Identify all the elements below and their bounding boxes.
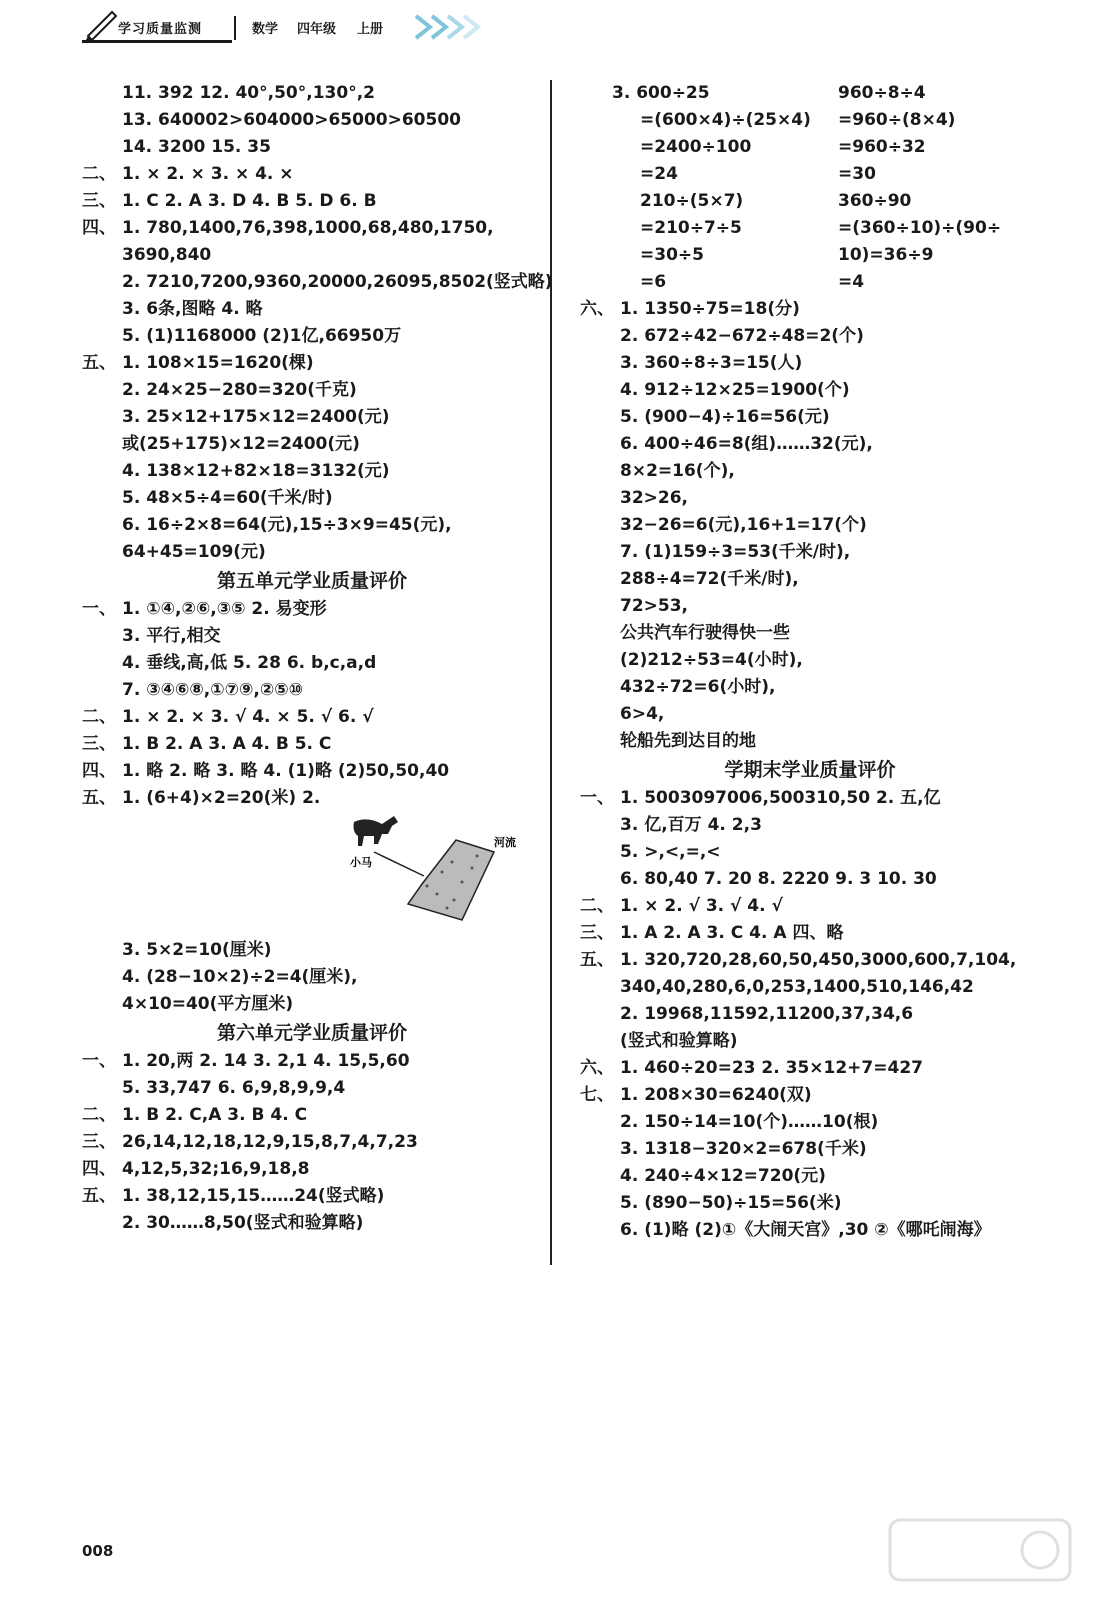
right-block1-line <box>580 458 1040 485</box>
left-block1-line <box>82 404 542 431</box>
right-block2-line <box>580 1190 1040 1217</box>
right-block2-line <box>580 1055 1040 1082</box>
calc-line <box>580 161 1040 188</box>
left-block4-line <box>82 1048 542 1075</box>
right-block2-line <box>580 947 1040 974</box>
answer-text: 1. A 2. A 3. C 4. A 四、略 <box>620 923 844 943</box>
left-block1-line <box>82 242 542 269</box>
answer-text: 4. 138×12+82×18=3132(元) <box>122 461 390 481</box>
section-number: 五、 <box>82 1186 116 1206</box>
header-separator <box>234 16 236 40</box>
answer-text: 1. × 2. × 3. √ 4. × 5. √ 6. √ <box>122 707 374 727</box>
right-block1-line <box>580 431 1040 458</box>
answer-text: 3. 360÷8÷3=15(人) <box>620 353 803 373</box>
answer-text: 64+45=109(元) <box>122 542 266 562</box>
right-block1-line <box>580 701 1040 728</box>
answer-text: 5. (890−50)÷15=56(米) <box>620 1193 842 1213</box>
section-number: 四、 <box>82 218 116 238</box>
section-number: 四、 <box>82 761 116 781</box>
answer-text: 6. (1)略 (2)①《大闹天宫》,30 ②《哪吒闹海》 <box>620 1220 991 1240</box>
answer-text: 1. 略 2. 略 3. 略 4. (1)略 (2)50,50,40 <box>122 761 450 781</box>
answer-text: 4. 912÷12×25=1900(个) <box>620 380 850 400</box>
section-number: 五、 <box>580 950 614 970</box>
answer-text: 2. 672÷42−672÷48=2(个) <box>620 326 864 346</box>
answer-text: 1. B 2. C,A 3. B 4. C <box>122 1105 308 1125</box>
right-block2-line <box>580 1136 1040 1163</box>
calc-line <box>580 107 1040 134</box>
answer-text: 1. 460÷20=23 2. 35×12+7=427 <box>620 1058 923 1078</box>
right-block2-line <box>580 839 1040 866</box>
calc-left: =30÷5 <box>640 245 704 265</box>
calc-right: =(360÷10)÷(90÷ <box>838 218 1002 238</box>
answer-text: 1. 320,720,28,60,50,450,3000,600,7,104, <box>620 950 1017 970</box>
right-block1-line <box>580 647 1040 674</box>
page-number: 008 <box>82 1542 114 1560</box>
left-block4-line <box>82 1210 542 1237</box>
page-header <box>82 6 502 42</box>
answer-text: 1. 208×30=6240(双) <box>620 1085 812 1105</box>
answer-text: 26,14,12,18,12,9,15,8,7,4,7,23 <box>122 1132 418 1152</box>
answer-text: 4. 垂线,高,低 5. 28 6. b,c,a,d <box>122 653 377 673</box>
calc-line <box>580 242 1040 269</box>
grade-label: 四年级 <box>297 22 337 37</box>
answer-text: 3690,840 <box>122 245 212 265</box>
calc-right: 960÷8÷4 <box>838 83 926 103</box>
answer-text: 公共汽车行驶得快一些 <box>620 623 790 643</box>
answer-text: 2. 7210,7200,9360,20000,26095,8502(竖式略) <box>122 272 553 292</box>
answer-text: 6>4, <box>620 704 665 724</box>
right-block2-line <box>580 866 1040 893</box>
answer-text: 4. (28−10×2)÷2=4(厘米), <box>122 967 358 987</box>
left-block1-line <box>82 431 542 458</box>
left-block4-line <box>82 1102 542 1129</box>
calc-left: 3. 600÷25 <box>612 83 710 103</box>
right-block1-line <box>580 620 1040 647</box>
section-number: 三、 <box>580 923 614 943</box>
answer-text: 3. 6条,图略 4. 略 <box>122 299 263 319</box>
answer-text: (2)212÷53=4(小时), <box>620 650 803 670</box>
left-block1-line <box>82 485 542 512</box>
right-block2-line <box>580 1028 1040 1055</box>
answer-text: 72>53, <box>620 596 689 616</box>
horse-icon <box>354 816 399 846</box>
answer-text: 432÷72=6(小时), <box>620 677 776 697</box>
answer-text: 5. 33,747 6. 6,9,8,9,9,4 <box>122 1078 346 1098</box>
unit5-answers-cont <box>82 937 542 1018</box>
left-block1-line <box>82 215 542 242</box>
answer-text: 5. (1)1168000 (2)1亿,66950万 <box>122 326 402 346</box>
calc-line <box>580 215 1040 242</box>
calc-right: 360÷90 <box>838 191 912 211</box>
right-block2-line <box>580 974 1040 1001</box>
left-column <box>82 80 553 1237</box>
section-number: 五、 <box>82 353 116 373</box>
left-block1-line <box>82 134 542 161</box>
answer-text: 2. 30……8,50(竖式和验算略) <box>122 1213 364 1233</box>
section-number: 二、 <box>580 896 614 916</box>
calc-line <box>580 188 1040 215</box>
answer-text: 7. (1)159÷3=53(千米/时), <box>620 542 851 562</box>
answer-text: 5. >,<,=,< <box>620 842 721 862</box>
answer-text: 1. (6+4)×2=20(米) 2. <box>122 788 321 808</box>
right-block1-line <box>580 512 1040 539</box>
right-block2-line <box>580 1217 1040 1244</box>
section-number: 六、 <box>580 299 614 319</box>
chevron-decoration-icon <box>412 12 492 42</box>
calculation-block <box>580 80 1040 296</box>
calc-right: 10)=36÷9 <box>838 245 934 265</box>
unit6-answers <box>82 1048 542 1237</box>
section-number: 一、 <box>82 1051 116 1071</box>
calc-left: =210÷7÷5 <box>640 218 742 238</box>
answer-text: 11. 392 12. 40°,50°,130°,2 <box>122 83 375 103</box>
left-block1-line <box>82 269 553 296</box>
section-number: 二、 <box>82 164 116 184</box>
answer-text: 3. 5×2=10(厘米) <box>122 940 272 960</box>
answer-text: 5. (900−4)÷16=56(元) <box>620 407 830 427</box>
right-block1-line <box>580 674 1040 701</box>
right-column <box>580 80 1040 1244</box>
answer-text: 1. 20,两 2. 14 3. 2,1 4. 15,5,60 <box>122 1051 410 1071</box>
left-block2-line <box>82 731 542 758</box>
calc-right: =4 <box>838 272 865 292</box>
right-block2-line <box>580 1082 1040 1109</box>
left-block2-line <box>82 758 542 785</box>
section-number: 一、 <box>82 599 116 619</box>
left-block4-line <box>82 1129 542 1156</box>
answer-text: 1. 108×15=1620(棵) <box>122 353 314 373</box>
left-block1-line <box>82 107 542 134</box>
answer-text: 4,12,5,32;16,9,18,8 <box>122 1159 310 1179</box>
left-block1-line <box>82 80 542 107</box>
left-block1-line <box>82 323 542 350</box>
subject-label: 数学 <box>252 22 279 37</box>
right-block1-line <box>580 323 1040 350</box>
watermark-logo <box>880 1510 1080 1590</box>
header-rule <box>82 40 232 43</box>
left-block2-line <box>82 704 542 731</box>
answer-text: 4. 240÷4×12=720(元) <box>620 1166 826 1186</box>
term-label: 上册 <box>357 22 384 37</box>
calc-line <box>580 269 1040 296</box>
right-block1-line <box>580 377 1040 404</box>
answer-text: 或(25+175)×12=2400(元) <box>122 434 360 454</box>
river-label: 河流 <box>494 837 516 849</box>
answer-text: 3. 25×12+175×12=2400(元) <box>122 407 390 427</box>
right-block1-line <box>580 485 1040 512</box>
calc-left: =24 <box>640 164 678 184</box>
unit5-answers <box>82 596 542 812</box>
left-answers-block <box>82 80 553 566</box>
left-block2-line <box>82 785 542 812</box>
left-block4-line <box>82 1183 542 1210</box>
left-block1-line <box>82 188 542 215</box>
answer-text: 7. ③④⑥⑧,①⑦⑨,②⑤⑩ <box>122 680 304 700</box>
horse-river-diagram <box>82 812 542 937</box>
section-number: 四、 <box>82 1159 116 1179</box>
right-answers-block <box>580 296 1040 755</box>
calc-left: =2400÷100 <box>640 137 752 157</box>
pen-icon <box>82 6 122 40</box>
section-number: 七、 <box>580 1085 614 1105</box>
left-block3-line <box>82 937 542 964</box>
right-block1-line <box>580 539 1040 566</box>
answer-text: 1. 38,12,15,15……24(竖式略) <box>122 1186 385 1206</box>
right-block2-line <box>580 1109 1040 1136</box>
calc-left: =(600×4)÷(25×4) <box>640 110 811 130</box>
calc-right: =30 <box>838 164 876 184</box>
horse-river-figure <box>82 812 542 937</box>
right-block1-line <box>580 350 1040 377</box>
right-block1-line <box>580 728 1040 755</box>
section-number: 三、 <box>82 191 116 211</box>
left-block1-line <box>82 296 542 323</box>
section-number: 三、 <box>82 1132 116 1152</box>
answer-text: 2. 24×25−280=320(千克) <box>122 380 357 400</box>
answer-text: 288÷4=72(千米/时), <box>620 569 799 589</box>
right-block2-line <box>580 920 1040 947</box>
calc-left: =6 <box>640 272 667 292</box>
left-block1-line <box>82 539 542 566</box>
section-number: 二、 <box>82 707 116 727</box>
answer-text: 13. 640002>604000>65000>60500 <box>122 110 461 130</box>
calc-line <box>580 134 1040 161</box>
right-block1-line <box>580 296 1040 323</box>
answer-text: 1. B 2. A 3. A 4. B 5. C <box>122 734 332 754</box>
left-block2-line <box>82 677 542 704</box>
answer-text: 5. 48×5÷4=60(千米/时) <box>122 488 333 508</box>
section-number: 一、 <box>580 788 614 808</box>
answer-text: 3. 1318−320×2=678(千米) <box>620 1139 867 1159</box>
section-number: 三、 <box>82 734 116 754</box>
section-number: 二、 <box>82 1105 116 1125</box>
right-block2-line <box>580 1001 1040 1028</box>
left-block3-line <box>82 991 542 1018</box>
left-block3-line <box>82 964 542 991</box>
answer-text: 6. 400÷46=8(组)……32(元), <box>620 434 873 454</box>
column-divider <box>550 80 552 1265</box>
section-heading-unit6: 第六单元学业质量评价 <box>216 1022 407 1044</box>
right-block2-line <box>580 785 1040 812</box>
calc-line <box>580 80 1040 107</box>
right-block1-line <box>580 593 1040 620</box>
right-block2-line <box>580 1163 1040 1190</box>
answer-text: 1. ①④,②⑥,③⑤ 2. 易变形 <box>122 599 327 619</box>
section-heading-unit5: 第五单元学业质量评价 <box>216 570 407 592</box>
left-block1-line <box>82 377 542 404</box>
answer-text: 1. × 2. √ 3. √ 4. √ <box>620 896 783 916</box>
final-answers <box>580 785 1040 1244</box>
answer-text: 32−26=6(元),16+1=17(个) <box>620 515 867 535</box>
right-block1-line <box>580 404 1040 431</box>
left-block2-line <box>82 650 542 677</box>
calc-left: 210÷(5×7) <box>640 191 744 211</box>
answer-text: 1. 1350÷75=18(分) <box>620 299 800 319</box>
answer-text: 32>26, <box>620 488 689 508</box>
section-number: 六、 <box>580 1058 614 1078</box>
left-block1-line <box>82 350 542 377</box>
horse-label: 小马 <box>350 857 372 869</box>
section-heading-final: 学期末学业质量评价 <box>724 759 896 781</box>
left-block4-line <box>82 1075 542 1102</box>
left-block2-line <box>82 623 542 650</box>
answer-text: 3. 亿,百万 4. 2,3 <box>620 815 762 835</box>
left-block2-line <box>82 596 542 623</box>
left-block1-line <box>82 512 542 539</box>
answer-text: 4×10=40(平方厘米) <box>122 994 294 1014</box>
right-block2-line <box>580 893 1040 920</box>
answer-text: 2. 19968,11592,11200,37,34,6 <box>620 1004 914 1024</box>
answer-text: 2. 150÷14=10(个)……10(根) <box>620 1112 879 1132</box>
answer-text: 1. 780,1400,76,398,1000,68,480,1750, <box>122 218 494 238</box>
answer-text: 1. C 2. A 3. D 4. B 5. D 6. B <box>122 191 377 211</box>
calc-right: =960÷32 <box>838 137 926 157</box>
left-block1-line <box>82 161 542 188</box>
calc-right: =960÷(8×4) <box>838 110 956 130</box>
answer-text: 1. × 2. × 3. × 4. × <box>122 164 294 184</box>
answer-text: 轮船先到达目的地 <box>620 731 756 751</box>
answer-text: 14. 3200 15. 35 <box>122 137 271 157</box>
answer-text: 6. 16÷2×8=64(元),15÷3×9=45(元), <box>122 515 452 535</box>
answer-text: 6. 80,40 7. 20 8. 2220 9. 3 10. 30 <box>620 869 937 889</box>
right-block1-line <box>580 566 1040 593</box>
left-block4-line <box>82 1156 542 1183</box>
left-block1-line <box>82 458 542 485</box>
right-block2-line <box>580 812 1040 839</box>
brand-title: 学习质量监测 <box>118 22 203 37</box>
answer-text: 1. 5003097006,500310,50 2. 五,亿 <box>620 788 941 808</box>
answer-text: 8×2=16(个), <box>620 461 735 481</box>
answer-text: 3. 平行,相交 <box>122 626 221 646</box>
answer-text: 340,40,280,6,0,253,1400,510,146,42 <box>620 977 974 997</box>
answer-text: (竖式和验算略) <box>620 1031 738 1051</box>
section-number: 五、 <box>82 788 116 808</box>
